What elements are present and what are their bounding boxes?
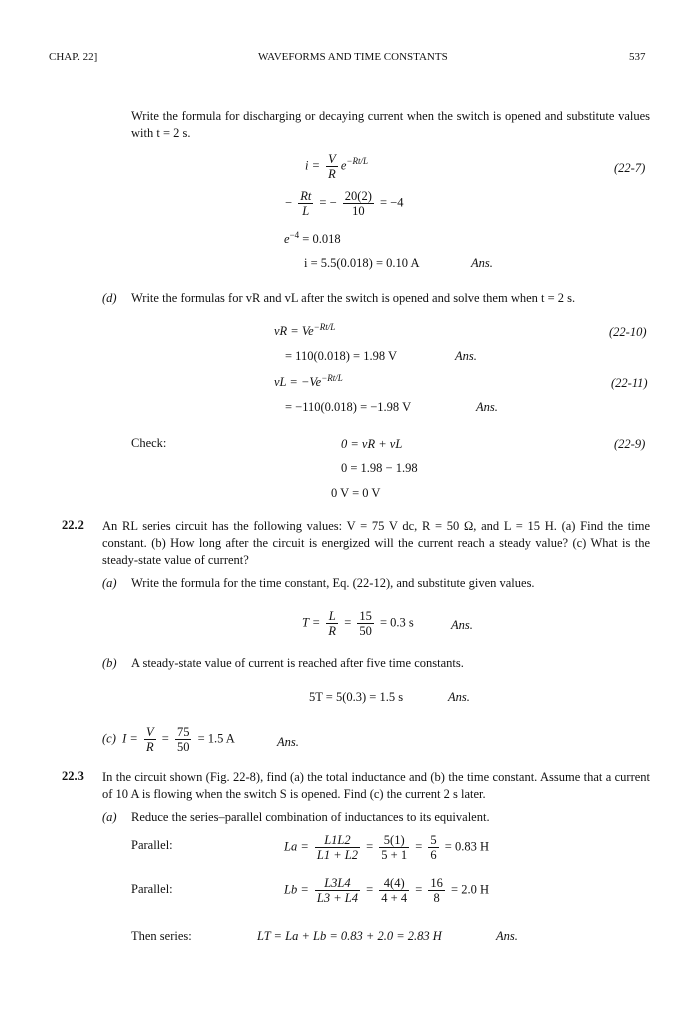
eq1-reference: (22-7) (614, 161, 646, 175)
equation-time-constant: T = $\frac{L}{R}$ = $\frac{15}{50}$ = 0.3 s (302, 609, 414, 638)
parallel-label-1: Parallel: (131, 838, 173, 852)
check-equation-1: 0 = vR + vL (341, 437, 403, 451)
equation-e-power (284, 230, 341, 247)
eq2-minus: − (285, 195, 293, 210)
equation-lt: LT = La + Lb = 0.83 + 2.0 = 2.83 H (257, 929, 442, 943)
lb-numerator: L3L4 (315, 876, 360, 891)
vr-answer-tag: Ans. (455, 349, 477, 363)
c-answer-tag: Ans. (277, 735, 299, 749)
problem-22-2-a-label: (a) (102, 576, 117, 590)
equation-lb: Lb = $\frac{L3L4}{L3 + L4}$ = $\frac{4(4)}{4 + 4}$ = $\frac{16}{8}$ = 2.0 H (284, 876, 489, 905)
vl-reference: (22-11) (611, 376, 648, 390)
c-lhs: I = (122, 731, 138, 746)
eq1-denominator: R (328, 167, 336, 181)
vl-answer-tag: Ans. (476, 400, 498, 414)
vr-formula: vR = Ve (274, 324, 314, 339)
check-reference: (22-9) (614, 437, 646, 451)
problem-22-3-a-label: (a) (102, 810, 117, 824)
vl-formula: vL = −Ve (274, 375, 322, 390)
equation-vl (274, 373, 343, 390)
problem-22-3-a-text: Reduce the series–parallel combination of inductances to its equivalent. (131, 810, 490, 824)
check-label: Check: (131, 436, 167, 450)
eq3-exponent: −4 (289, 230, 300, 240)
c-denominator: R (145, 740, 154, 754)
problem-22-3-number: 22.3 (62, 769, 84, 783)
la-numerator-3: 5 (430, 833, 437, 847)
c-numerator-2: 75 (176, 725, 190, 739)
problem-22-2-text: An RL series circuit has the following values: V = 75 V dc, R = 50 Ω, and L = 15 H. (a) Find the time constant. (b) How long after the circuit is energized will the current reach a steady value? (c) What is the steady-state value of current? (102, 519, 650, 567)
vr-result: = 110(0.018) = 1.98 V (285, 349, 398, 363)
part-d-label: (d) (102, 291, 117, 305)
vl-result: = −110(0.018) = −1.98 V (285, 400, 412, 414)
chapter-label: CHAP. 22] (49, 51, 98, 63)
t-numerator: L (326, 609, 338, 624)
equation-current-result: i = 5.5(0.018) = 0.10 A (304, 256, 420, 270)
problem-22-2-number: 22.2 (62, 518, 84, 532)
vl-exponent: −Rt/L (321, 373, 343, 383)
eq3-base: e (284, 232, 290, 247)
t-lhs: T = (302, 615, 321, 630)
check-equation-3: 0 V = 0 V (331, 486, 381, 500)
equation-vr (274, 322, 335, 339)
c-denominator-2: 50 (176, 740, 190, 754)
la-result: = 0.83 H (444, 839, 489, 854)
la-denominator-2: 5 + 1 (381, 848, 408, 862)
c-label: (c) (102, 731, 116, 746)
eq4-answer-tag: Ans. (471, 256, 493, 270)
equation-steady-current: (c) I = $\frac{V}{R}$ = $\frac{75}{50}$ = 1.5 A (102, 725, 235, 754)
part-d-text: Write the formulas for vR and vL after the switch is opened and solve them when t = 2 s. (131, 291, 576, 305)
eq2-denominator-2: 10 (352, 204, 365, 218)
t-result: = 0.3 s (380, 615, 414, 630)
equation-la: La = $\frac{L1L2}{L1 + L2}$ = $\frac{5(1)}{5 + 1}$ = $\frac{5}{6}$ = 0.83 H (284, 833, 489, 862)
parallel-label-2: Parallel: (131, 882, 173, 896)
eq2-numerator-2: 20(2) (344, 189, 372, 203)
eq3-result: = 0.018 (299, 232, 341, 247)
eq2-mid: = − (319, 195, 337, 210)
check-equation-2: 0 = 1.98 − 1.98 (341, 461, 418, 475)
c-result: = 1.5 A (197, 731, 235, 746)
t-denominator-2: 50 (359, 624, 372, 638)
vr-reference: (22-10) (609, 325, 647, 339)
t-answer-tag: Ans. (451, 618, 473, 632)
la-denominator: L1 + L2 (316, 848, 358, 862)
eq2-result: = −4 (379, 195, 404, 210)
la-numerator-2: 5(1) (379, 833, 409, 848)
steady-state-equation: 5T = 5(0.3) = 1.5 s (309, 690, 404, 704)
la-lhs: La = (284, 839, 309, 854)
eq1-lhs: i = (305, 158, 321, 173)
t-denominator: R (328, 624, 337, 638)
intro-paragraph: Write the formula for discharging or decaying current when the switch is opened and substitute values with t = 2 s. (131, 109, 650, 140)
lb-result: = 2.0 H (451, 882, 489, 897)
lb-denominator: L3 + L4 (316, 891, 358, 905)
problem-22-2-a-text: Write the formula for the time constant, Eq. (22-12), and substitute given values. (131, 576, 535, 590)
t-numerator-2: 15 (359, 609, 372, 623)
c-numerator: V (145, 725, 154, 739)
problem-22-2-b-text: A steady-state value of current is reached after five time constants. (131, 656, 464, 670)
page-number: 537 (629, 51, 646, 63)
lb-numerator-3: 16 (430, 876, 443, 890)
lb-denominator-3: 8 (433, 891, 440, 905)
series-label: Then series: (131, 929, 192, 943)
running-title: WAVEFORMS AND TIME CONSTANTS (258, 51, 448, 63)
steady-state-answer-tag: Ans. (448, 690, 470, 704)
lb-lhs: Lb = (284, 882, 309, 897)
eq2-denominator: L (302, 204, 310, 218)
eq1-exponent: −Rt/L (346, 156, 368, 167)
lb-denominator-2: 4 + 4 (381, 891, 408, 905)
eq1-numerator: V (328, 152, 336, 166)
vr-exponent: −Rt/L (313, 322, 336, 332)
lt-answer-tag: Ans. (496, 929, 518, 943)
equation-exponent (285, 189, 403, 218)
equation-current-decay (305, 152, 368, 181)
problem-22-3-text: In the circuit shown (Fig. 22-8), find (a) the total inductance and (b) the time constant. Assume that a current of 10 A is flowing when the switch S is opened. Find (c) the current 2 s later. (102, 770, 650, 801)
problem-22-2-b-label: (b) (102, 656, 117, 670)
lb-numerator-2: 4(4) (379, 876, 409, 891)
la-denominator-3: 6 (430, 848, 437, 862)
eq1-exp-base: e (340, 158, 347, 173)
la-numerator: L1L2 (315, 833, 360, 848)
eq2-numerator: Rt (300, 189, 312, 203)
